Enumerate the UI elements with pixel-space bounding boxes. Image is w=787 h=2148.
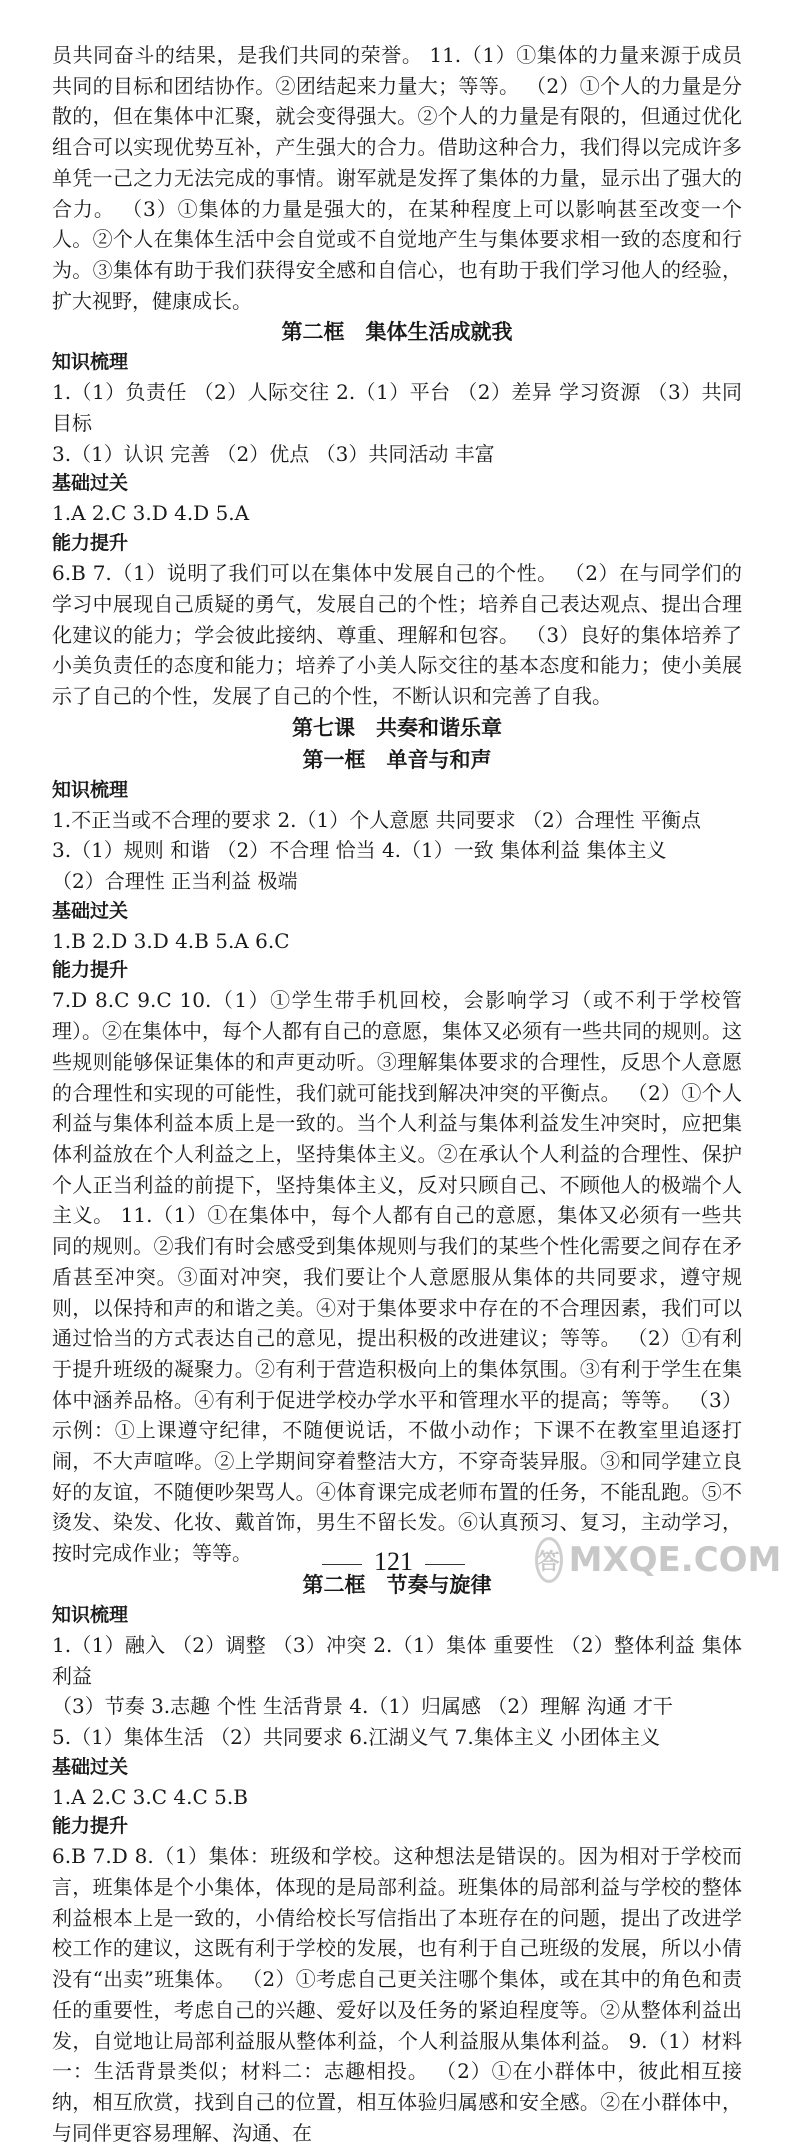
section-title: 第一框 单音与和声 [302,747,492,772]
answer-paragraph: 1.（1）融入 （2）调整 （3）冲突 2.（1）集体 重要性 （2）整体利益 集体利益 [52,1632,742,1688]
answer-paragraph: 1.A 2.C 3.C 4.C 5.B [52,1784,248,1809]
watermark-text: MXQE.COM [568,1540,782,1580]
answer-paragraph: （2）合理性 正当利益 极端 [52,869,298,894]
page-number-text: 121 [374,1547,413,1576]
answer-paragraph: 1.（1）负责任 （2）人际交往 2.（1）平台 （2）差异 学习资源 （3）共同目标 [52,380,742,436]
answer-paragraph: 7.D 8.C 9.C 10.（1）①学生带手机回校，会影响学习（或不利于学校管理）。②在集体中，每个人都有自己的意愿，集体又必须有一些共同的规则。这些规则能够保证集体的和声更动听。③理解集体要求的合理性，反思个人意愿的合理性和实现的可能性，我们就可能找到解决冲突的平衡点。 （2）①个人利益与集体利益本质上是一致的。当个人利益与集体利益发生冲突时，应把集体利益放在个人利益之上，坚持集体主义。②在承认个人利益的合理性、保护个人正当利益的前提下，坚持集体主义，反对只顾自己、不顾他人的极端个人主义。 11.（1）①在集体中，每个人都有自己的意愿，集体又必须有一些共同的规则。②我们有时会感受到集体规则与我们的某些个性化需要之间存在矛盾甚至冲突。③面对冲突，我们要让个人意愿服从集体的共同要求，遵守规则，以保持和声的和谐之美。④对于集体要求中存在的不合理因素，我们可以通过恰当的方式表达自己的意见，提出积极的改进建议；等等。 （2）①有利于提升班级的凝聚力。②有利于营造积极向上的集体氛围。③有利于学生在集体中涵养品格。④有利于促进学校办学水平和管理水平的提高；等等。 （3）示例：①上课遵守纪律，不随便说话，不做小动作；下课不在教室里追逐打闹，不大声喧哗。②上学期间穿着整洁大方，不穿奇装异服。③和同学建立良好的友谊，不随便吵架骂人。④体育课完成老师布置的任务，不能乱跑。⑤不烫发、染发、化妆、戴首饰，男生不留长发。⑥认真预习、复习，主动学习，按时完成作业；等等。 [52,988,742,1566]
answer-paragraph: 3.（1）规则 和谐 （2）不合理 恰当 4.（1）一致 集体利益 集体主义 [52,838,667,863]
section-label: 基础过关 [52,899,129,922]
watermark-logo [537,1530,782,1590]
answer-paragraph: 5.（1）集体生活 （2）共同要求 6.江湖义气 7.集体主义 小团体主义 [52,1724,661,1749]
section-label: 能力提升 [52,1815,129,1838]
answer-paragraph: 6.B 7.（1）说明了我们可以在集体中发展自己的个性。 （2）在与同学们的学习中展现自己质疑的勇气，发展自己的个性；培养自己表达观点、提出合理化建议的能力；学会彼此接纳、尊重、理解和包容。 （3）良好的集体培养了小美负责任的态度和能力；培养了小美人际交往的基本态度和能力；使小美展示了自己的个性，发展了自己的个性，不断认识和完善了自我。 [52,561,742,708]
watermark-badge-icon: 答 [535,1537,563,1583]
section-title: 第二框 集体生活成就我 [281,320,513,345]
section-label: 知识梳理 [52,778,129,801]
left-dash [322,1564,362,1565]
section-title: 第二框 节奏与旋律 [302,1572,492,1597]
answer-paragraph: （3）节奏 3.志趣 个性 生活背景 4.（1）归属感 （2）理解 沟通 才干 [52,1694,673,1719]
section-title: 第七课 共奏和谐乐章 [292,715,502,740]
answer-paragraph: 6.B 7.D 8.（1）集体：班级和学校。这种想法是错误的。因为相对于学校而言，班集体是个小集体，体现的是局部利益。班集体的局部利益与学校的整体利益根本上是一致的，小倩给校长写信指出了本班存在的问题，提出了改进学校工作的建议，这既有利于学校的发展，也有利于自己班级的发展，所以小倩没有“出卖”班集体。 （2）①考虑自己更关注哪个集体，或在其中的角色和责任的重要性，考虑自己的兴趣、爱好以及任务的紧迫程度等。②从整体利益出发，自觉地让局部利益服从整体利益，个人利益服从集体利益。 9.（1）材料一：生活背景类似；材料二：志趣相投。 （2）①在小群体中，彼此相互接纳，相互欣赏，找到自己的位置，相互体验归属感和安全感。②在小群体中，与同伴更容易理解、沟通、在 [52,1844,742,2145]
section-label: 能力提升 [52,532,129,555]
section-label: 知识梳理 [52,1603,129,1626]
page-content [52,40,742,2148]
section-label: 基础过关 [52,1755,129,1778]
answer-paragraph: 1.不正当或不合理的要求 2.（1）个人意愿 共同要求 （2）合理性 平衡点 [52,807,702,832]
answer-paragraph: 员共同奋斗的结果，是我们共同的荣誉。 11.（1）①集体的力量来源于成员共同的目标和团结协作。②团结起来力量大；等等。 （2）①个人的力量是分散的，但在集体中汇聚，就会变得强大。②个人的力量是有限的，但通过优化组合可以实现优势互补，产生强大的合力。借助这种合力，我们得以完成许多单凭一己之力无法完成的事情。谢军就是发挥了集体的力量，显示出了强大的合力。 （3）①集体的力量是强大的，在某种程度上可以影响甚至改变一个人。②个人在集体生活中会自觉或不自觉地产生与集体要求相一致的态度和行为。③集体有助于我们获得安全感和自信心，也有助于我们学习他人的经验，扩大视野，健康成长。 [52,43,742,313]
answer-paragraph: 3.（1）认识 完善 （2）优点 （3）共同活动 丰富 [52,441,495,466]
answer-paragraph: 1.A 2.C 3.D 4.D 5.A [52,501,250,526]
right-dash [425,1564,465,1565]
section-label: 基础过关 [52,472,129,495]
answer-paragraph: 1.B 2.D 3.D 4.B 5.A 6.C [52,928,290,953]
section-label: 知识梳理 [52,351,129,374]
section-label: 能力提升 [52,959,129,982]
